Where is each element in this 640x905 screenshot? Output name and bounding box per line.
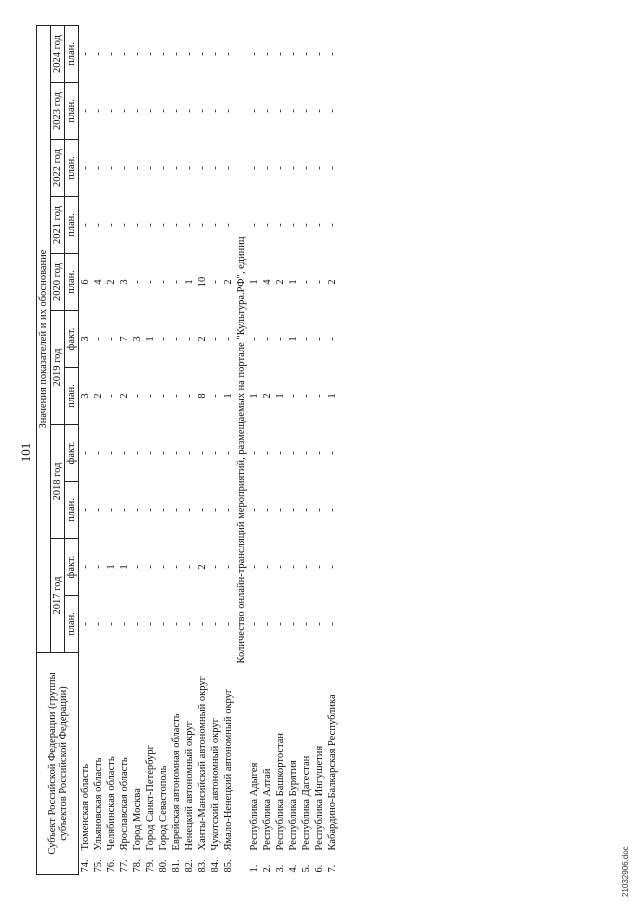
value-cell: - [288,622,299,626]
value-cell: - [145,109,156,113]
value-cell: - [93,166,104,170]
value-cell: - [262,622,273,626]
table-row [79,26,93,875]
row-number: 79. [145,859,156,873]
value-cell: - [145,166,156,170]
value-cell: - [80,109,91,113]
row-number: 77. [119,859,130,873]
value-cell: 1 [119,564,130,570]
value-cell: - [106,451,117,455]
year-header-2017: 2017 год [51,539,65,653]
value-cell: - [210,622,221,626]
value-cell: 1 [145,336,156,342]
value-cell: - [210,337,221,341]
row-number: 78. [132,859,143,873]
value-cell: 1 [288,279,299,285]
value-cell: - [223,52,234,56]
value-cell: - [314,337,325,341]
subject-name: Республика Алтай [262,768,273,851]
value-cell: - [80,166,91,170]
value-cell: - [119,223,130,227]
value-cell: - [106,508,117,512]
subject-name: Ханты-Мансийский автономный округ [197,676,208,851]
value-cell: 2 [197,336,208,342]
value-cell: - [184,337,195,341]
value-cell: - [327,166,338,170]
value-cell: 8 [197,393,208,399]
value-cell: - [314,451,325,455]
value-cell: - [314,52,325,56]
year-header-2022: 2022 год [51,140,65,197]
value-cell: - [158,451,169,455]
value-cell: - [262,451,273,455]
value-cell: 1 [106,564,117,570]
value-cell: - [301,223,312,227]
value-cell: - [288,565,299,569]
row-number: 85. [223,859,234,873]
subject-header: Субъект Российской Федерации (группы субъектов Российской Федерации) [37,653,79,875]
value-cell: 1 [288,336,299,342]
table-body-top [79,26,236,875]
subject-name: Челябинская область [106,756,117,851]
value-cell: - [93,622,104,626]
value-cell: - [171,508,182,512]
value-cell: - [171,166,182,170]
value-cell: 1 [184,279,195,285]
year-header-2023: 2023 год [51,83,65,140]
value-cell: - [275,109,286,113]
subject-name: Республика Бурятия [288,760,299,851]
value-cell: - [197,166,208,170]
value-cell: - [288,109,299,113]
value-cell: - [119,622,130,626]
value-cell: 2 [119,393,130,399]
value-cell: - [132,394,143,398]
table-row [274,26,287,875]
value-cell: - [275,622,286,626]
value-cell: - [158,508,169,512]
value-cell: - [145,622,156,626]
value-cell: - [158,394,169,398]
value-cell: 3 [80,393,91,399]
table-row [248,26,261,875]
value-cell: - [80,508,91,512]
value-cell: - [184,109,195,113]
value-cell: - [145,451,156,455]
value-cell: - [132,223,143,227]
value-cell: - [145,565,156,569]
subject-name: Ненецкий автономный округ [184,721,195,851]
value-cell: - [327,337,338,341]
value-cell: - [171,451,182,455]
row-number: 74. [80,859,91,873]
value-cell: - [314,223,325,227]
row-number: 80. [158,859,169,873]
value-cell: - [223,109,234,113]
plan-header: план. [65,368,79,425]
value-cell: - [275,223,286,227]
value-cell: - [145,280,156,284]
value-cell: - [106,166,117,170]
value-cell: - [106,394,117,398]
value-cell: - [119,109,130,113]
value-cell: - [158,166,169,170]
value-cell: - [288,508,299,512]
value-cell: - [223,166,234,170]
value-cell: - [249,565,260,569]
plan-header: план. [65,140,79,197]
value-cell: 2 [106,279,117,285]
value-cell: - [275,451,286,455]
plan-header: план. [65,26,79,83]
value-cell: - [288,52,299,56]
subject-name: Республика Дагестан [301,755,312,851]
value-cell: - [145,223,156,227]
row-number: 82. [184,859,195,873]
value-cell: - [106,337,117,341]
subject-name: Республика Башкортостан [275,732,286,851]
value-cell: - [158,52,169,56]
subject-name: Тюменская область [80,763,91,851]
value-cell: - [327,451,338,455]
value-cell: - [275,337,286,341]
value-cell: - [93,451,104,455]
value-cell: - [288,394,299,398]
value-cell: - [249,52,260,56]
value-cell: - [158,223,169,227]
value-cell: - [184,565,195,569]
value-cell: - [145,52,156,56]
table-row [222,26,235,875]
value-cell: 2 [93,393,104,399]
value-cell: 1 [223,393,234,399]
row-number: 76. [106,859,117,873]
value-cell: - [80,223,91,227]
table-body-bottom [248,26,339,875]
value-cell: - [145,394,156,398]
subject-name: Республика Адыгея [249,762,260,851]
section-title-body [235,26,248,875]
value-cell: - [119,508,130,512]
table-row [300,26,313,875]
value-cell: - [184,622,195,626]
value-cell: - [171,394,182,398]
value-cell: - [106,109,117,113]
value-cell: - [223,223,234,227]
value-cell: - [132,166,143,170]
value-cell: - [184,166,195,170]
value-cell: - [301,52,312,56]
value-cell: - [314,166,325,170]
value-cell: - [301,280,312,284]
row-number: 2. [262,864,273,873]
table-row [287,26,300,875]
value-cell: - [197,223,208,227]
value-cell: - [223,451,234,455]
value-cell: - [262,565,273,569]
value-cell: 2 [223,279,234,285]
table-row [183,26,196,875]
table-row [157,26,170,875]
value-cell: - [327,622,338,626]
table-row [209,26,222,875]
value-cell: - [197,451,208,455]
value-cell: - [249,223,260,227]
value-cell: - [93,109,104,113]
value-cell: 3 [119,279,130,285]
value-cell: - [301,394,312,398]
value-cell: - [210,223,221,227]
section-title: Количество онлайн-трансляций мероприятий, размещаемых на портале "Культура.РФ", единиц [236,236,247,664]
value-cell: - [327,52,338,56]
value-cell: 2 [275,279,286,285]
plan-header: план. [65,83,79,140]
value-cell: - [171,52,182,56]
value-cell: - [106,622,117,626]
value-cell: - [210,394,221,398]
value-cell: - [184,508,195,512]
plan-header: план. [65,596,79,653]
value-cell: 4 [93,279,104,285]
value-cell: - [158,109,169,113]
value-cell: - [314,109,325,113]
value-cell: - [249,451,260,455]
value-cell: - [262,223,273,227]
indicators-table [36,25,339,875]
value-cell: 10 [197,276,208,288]
value-cell: - [314,508,325,512]
value-cell: - [93,223,104,227]
value-cell: - [223,565,234,569]
value-cell: - [210,508,221,512]
document-code: 21032906.doc [621,846,630,897]
value-cell: 7 [119,336,130,342]
subject-name: Республика Ингушетия [314,745,325,851]
value-cell: - [106,223,117,227]
value-cell: - [93,337,104,341]
values-group-header: Значения показателей и их обоснование [37,26,51,653]
value-cell: - [197,622,208,626]
value-cell: 2 [262,393,273,399]
plan-header: план. [65,254,79,311]
value-cell: - [184,223,195,227]
value-cell: - [301,451,312,455]
table-row [92,26,105,875]
value-cell: - [171,280,182,284]
value-cell: - [262,508,273,512]
value-cell: - [275,166,286,170]
value-cell: 1 [249,279,260,285]
value-cell: - [314,565,325,569]
value-cell: - [275,565,286,569]
value-cell: - [327,565,338,569]
value-cell: - [132,280,143,284]
plan-header: план. [65,197,79,254]
value-cell: - [197,109,208,113]
value-cell: - [210,565,221,569]
table-row [326,26,339,875]
row-number: 7. [327,864,338,873]
value-cell: - [210,451,221,455]
value-cell: - [132,565,143,569]
value-cell: - [132,622,143,626]
value-cell: - [197,508,208,512]
value-cell: - [106,52,117,56]
value-cell: - [249,109,260,113]
value-cell: - [80,565,91,569]
value-cell: - [210,52,221,56]
value-cell: - [249,166,260,170]
value-cell: - [223,508,234,512]
value-cell: - [93,508,104,512]
value-cell: - [223,622,234,626]
row-number: 4. [288,864,299,873]
value-cell: - [262,109,273,113]
value-cell: - [210,109,221,113]
value-cell: - [171,337,182,341]
subject-name: Город Севастополь [158,765,169,851]
value-cell: - [184,394,195,398]
value-cell: - [119,451,130,455]
value-cell: - [314,622,325,626]
row-number: 75. [93,859,104,873]
year-header-2024: 2024 год [51,26,65,83]
value-cell: 1 [275,393,286,399]
subject-name: Ямало-Ненецкий автономный округ [223,688,234,851]
table-row [196,26,209,875]
value-cell: - [197,52,208,56]
value-cell: - [171,109,182,113]
value-cell: - [80,622,91,626]
value-cell: - [275,508,286,512]
table-row [131,26,144,875]
value-cell: - [262,166,273,170]
value-cell: - [314,394,325,398]
value-cell: - [119,52,130,56]
value-cell: - [223,337,234,341]
value-cell: - [93,52,104,56]
value-cell: - [327,508,338,512]
value-cell: - [132,52,143,56]
value-cell: - [301,565,312,569]
value-cell: - [262,52,273,56]
value-cell: - [301,622,312,626]
plan-header: план. [65,482,79,539]
subject-name: Город Москва [132,788,143,851]
subject-name: Ульяновская область [93,757,104,851]
year-header-2021: 2021 год [51,197,65,254]
value-cell: - [301,508,312,512]
value-cell: - [93,565,104,569]
value-cell: 2 [327,279,338,285]
subject-name: Кабардино-Балкарская Республика [327,694,338,851]
row-number: 6. [314,864,325,873]
value-cell: - [171,565,182,569]
value-cell: - [158,280,169,284]
row-number: 83. [197,859,208,873]
value-cell: - [184,451,195,455]
value-cell: - [158,622,169,626]
value-cell: - [158,565,169,569]
value-cell: - [262,337,273,341]
value-cell: 1 [249,393,260,399]
subject-name: Еврейская автономная область [171,713,182,851]
value-cell: - [119,166,130,170]
value-cell: - [288,166,299,170]
value-cell: - [210,166,221,170]
value-cell: - [301,166,312,170]
subject-name: Ярославская область [119,757,130,851]
value-cell: - [327,109,338,113]
value-cell: - [132,508,143,512]
row-number: 81. [171,859,182,873]
table-row [170,26,183,875]
row-number: 3. [275,864,286,873]
value-cell: - [158,337,169,341]
value-cell: - [288,451,299,455]
table-row [313,26,326,875]
value-cell: - [327,223,338,227]
value-cell: - [249,508,260,512]
value-cell: - [301,109,312,113]
row-number: 84. [210,859,221,873]
fact-header: факт. [65,539,79,596]
value-cell: - [80,451,91,455]
row-number: 5. [301,864,312,873]
value-cell: - [132,109,143,113]
table-row [118,26,131,875]
year-header-2018: 2018 год [51,425,65,539]
value-cell: 2 [197,564,208,570]
value-cell: 3 [132,336,143,342]
page-number: 101 [18,442,33,463]
fact-header: факт. [65,311,79,368]
value-cell: - [184,52,195,56]
value-cell: 6 [80,279,91,285]
table-row [144,26,157,875]
value-cell: - [249,622,260,626]
subject-name: Город Санкт-Петербург [145,745,156,851]
value-cell: - [132,451,143,455]
value-cell: - [210,280,221,284]
value-cell: - [314,280,325,284]
value-cell: - [171,622,182,626]
value-cell: 4 [262,279,273,285]
value-cell: - [301,337,312,341]
fact-header: факт. [65,425,79,482]
value-cell: 1 [327,393,338,399]
value-cell: - [288,223,299,227]
value-cell: - [145,508,156,512]
year-header-2019: 2019 год [51,311,65,425]
value-cell: 3 [80,336,91,342]
value-cell: - [275,52,286,56]
table-row [261,26,274,875]
value-cell: - [249,337,260,341]
table-row [105,26,118,875]
value-cell: - [80,52,91,56]
value-cell: - [171,223,182,227]
year-header-2020: 2020 год [51,254,65,311]
subject-name: Чукотский автономный округ [210,718,221,851]
row-number: 1. [249,864,260,873]
